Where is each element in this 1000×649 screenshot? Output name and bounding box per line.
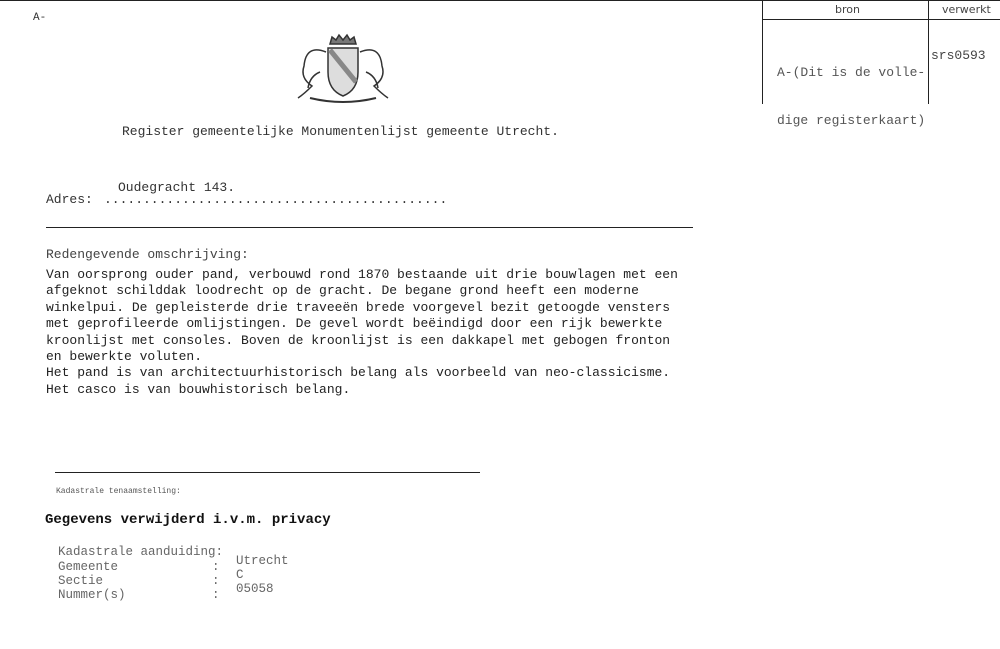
table-divider [762,0,763,104]
divider [55,472,480,473]
bron-value [777,33,925,161]
description-line: afgeknot schilddak loodrecht op de gracht. De begane grond heeft een moderne [46,283,639,299]
divider [46,227,693,228]
verwerkt-value: srs0593 [931,48,986,63]
description-line: winkelpui. De gepleisterde drie traveeën brede voorgevel bezit getoogde vensters [46,299,671,315]
gemeente-value: Utrecht [236,554,289,568]
address-value: Oudegracht 143. [118,180,236,195]
coat-of-arms-icon [290,32,396,104]
sectie-value: C [236,568,244,582]
separator: : [212,588,220,602]
tenaamstelling-label: Kadastrale tenaamstelling: [56,487,181,496]
description-line: en bewerkte voluten. [46,349,203,365]
description-line: Van oorsprong ouder pand, verbouwd rond 1870 bestaande uit drie bouwlagen met een [46,267,678,282]
address-dots: ............................................ [104,192,448,207]
header-bron: bron [835,3,860,16]
page-title: Register gemeentelijke Monumentenlijst gemeente Utrecht. [122,124,559,139]
table-divider [762,19,1000,20]
description-line: Het casco is van bouwhistorisch belang. [46,381,351,397]
separator: : [212,574,220,588]
bron-line: A-(Dit is de volle- [777,65,926,80]
address-label: Adres: [46,192,93,207]
description-line: Het pand is van architectuurhistorisch belang als voorbeeld van neo-classicisme. [46,365,671,381]
aanduiding-label: Kadastrale aanduiding: [58,545,224,559]
privacy-note: Gegevens verwijderd i.v.m. privacy [45,512,331,528]
nummer-label: Nummer(s) [58,588,126,602]
separator: : [212,560,220,574]
top-border [0,0,1000,1]
table-divider [928,0,929,104]
description-label: Redengevende omschrijving: [46,247,249,262]
description-line: kroonlijst met consoles. Boven de kroonlijst is een dakkapel met gebogen fronton [46,332,671,348]
gemeente-label: Gemeente [58,560,119,574]
sectie-label: Sectie [58,574,104,588]
nummer-value: 05058 [236,582,274,596]
header-verwerkt: verwerkt [942,3,991,16]
description-line: met geprofileerde omlijstingen. De gevel wordt beëindigd door een rijk bewerkte [46,316,663,332]
description-text [46,267,678,398]
corner-code: A- [33,12,47,24]
bron-line: dige registerkaart) [777,113,926,128]
